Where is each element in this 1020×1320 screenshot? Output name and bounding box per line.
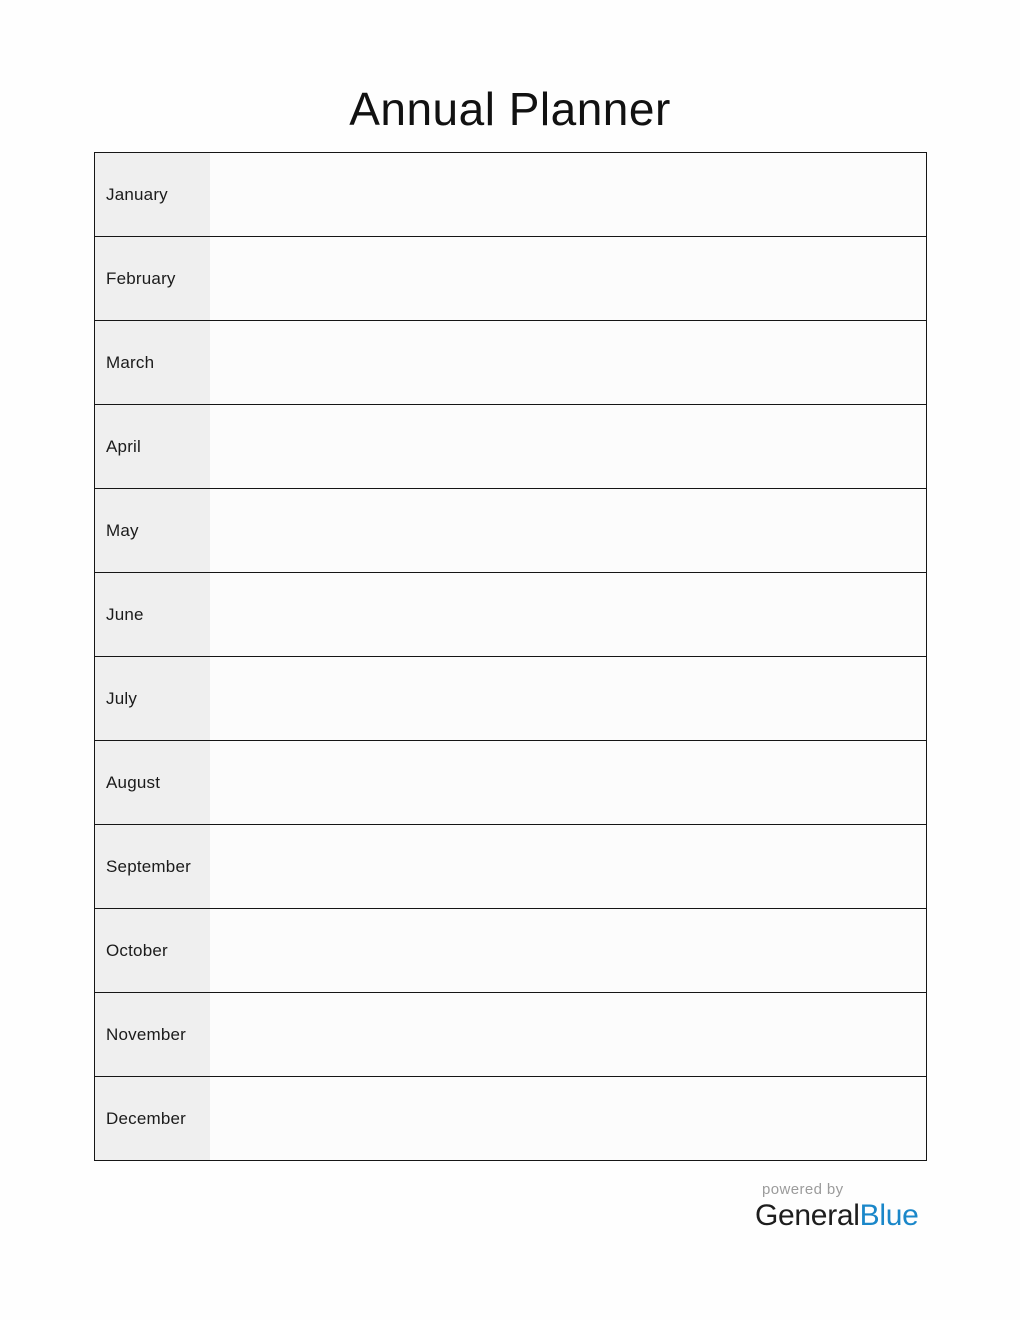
planner-row-september: [95, 825, 927, 909]
planner-row-june: [95, 573, 927, 657]
brand-name-blue: Blue: [859, 1199, 919, 1232]
month-label-july: July: [95, 657, 210, 741]
planner-row-october: [95, 909, 927, 993]
month-notes-cell-june[interactable]: [210, 573, 927, 657]
planner-table: [94, 152, 927, 1161]
month-notes-cell-september[interactable]: [210, 825, 927, 909]
planner-row-august: [95, 741, 927, 825]
planner-row-november: [95, 993, 927, 1077]
powered-by-label: powered by: [762, 1181, 844, 1198]
month-notes-cell-july[interactable]: [210, 657, 927, 741]
month-label-march: March: [95, 321, 210, 405]
month-label-february: February: [95, 237, 210, 321]
planner-row-may: [95, 489, 927, 573]
planner-row-april: [95, 405, 927, 489]
month-label-december: December: [95, 1077, 210, 1161]
month-notes-cell-march[interactable]: [210, 321, 927, 405]
month-label-september: September: [95, 825, 210, 909]
brand-footer: [755, 1181, 919, 1233]
planner-row-february: [95, 237, 927, 321]
month-notes-cell-october[interactable]: [210, 909, 927, 993]
month-notes-cell-april[interactable]: [210, 405, 927, 489]
month-notes-cell-august[interactable]: [210, 741, 927, 825]
brand-name-general: General: [755, 1199, 860, 1232]
month-label-april: April: [95, 405, 210, 489]
month-label-october: October: [95, 909, 210, 993]
planner-row-december: [95, 1077, 927, 1161]
planner-row-january: [95, 153, 927, 237]
brand-logo: [755, 1199, 919, 1233]
month-label-january: January: [95, 153, 210, 237]
planner-row-march: [95, 321, 927, 405]
month-notes-cell-january[interactable]: [210, 153, 927, 237]
month-label-august: August: [95, 741, 210, 825]
month-label-june: June: [95, 573, 210, 657]
month-notes-cell-november[interactable]: [210, 993, 927, 1077]
month-label-may: May: [95, 489, 210, 573]
month-notes-cell-may[interactable]: [210, 489, 927, 573]
month-notes-cell-february[interactable]: [210, 237, 927, 321]
page-title: Annual Planner: [349, 83, 671, 135]
month-notes-cell-december[interactable]: [210, 1077, 927, 1161]
planner-row-july: [95, 657, 927, 741]
month-label-november: November: [95, 993, 210, 1077]
